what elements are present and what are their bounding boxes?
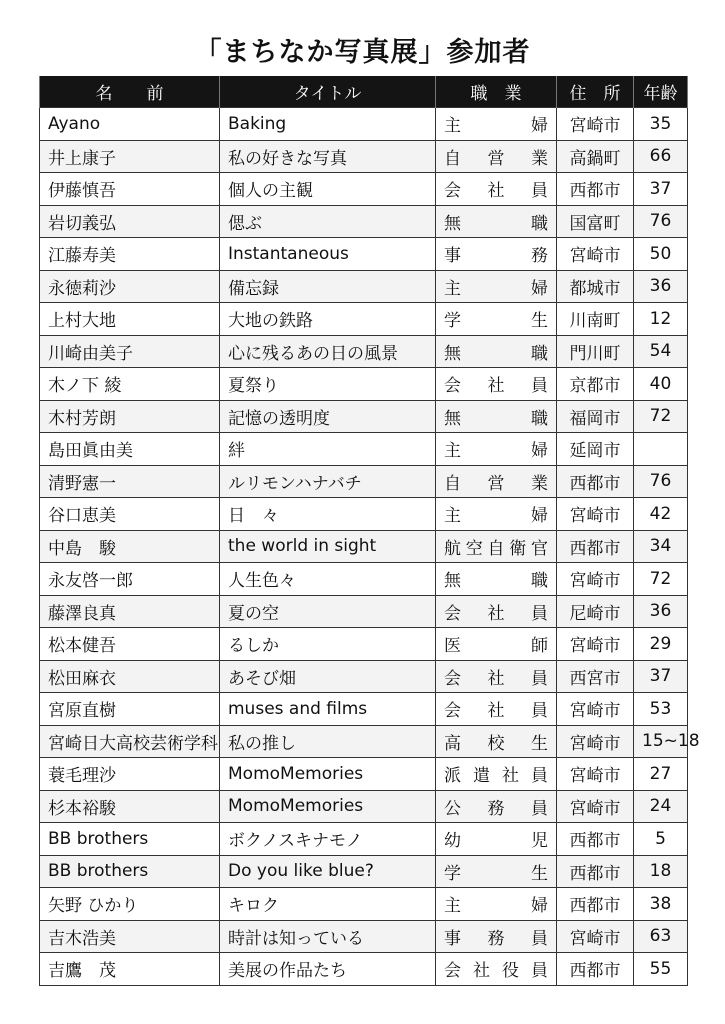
photo-title-cell: 大地の鉄路 (220, 303, 436, 336)
participant-name-cell: 蓑毛理沙 (40, 758, 220, 791)
occupation-cell: 主婦 (436, 108, 557, 141)
occupation-cell: 医師 (436, 628, 557, 661)
occupation-cell: 派遣社員 (436, 758, 557, 791)
address-cell: 西都市 (557, 173, 634, 206)
table-row (40, 238, 688, 271)
photo-title-cell: キロク (220, 888, 436, 921)
address-cell: 宮崎市 (557, 758, 634, 791)
table-row (40, 498, 688, 531)
participant-name-cell: 井上康子 (40, 140, 220, 173)
address-cell: 宮崎市 (557, 790, 634, 823)
age-cell: 63 (634, 920, 688, 953)
address-cell: 都城市 (557, 270, 634, 303)
table-row (40, 628, 688, 661)
participant-name-cell: 岩切義弘 (40, 205, 220, 238)
participant-name-cell: 杉本裕駿 (40, 790, 220, 823)
photo-title-cell: the world in sight (220, 530, 436, 563)
photo-title-cell: るしか (220, 628, 436, 661)
photo-title-cell: 美展の作品たち (220, 953, 436, 986)
photo-title-cell: Instantaneous (220, 238, 436, 271)
address-cell: 門川町 (557, 335, 634, 368)
age-cell: 18 (634, 855, 688, 888)
header-title: タイトル (220, 76, 436, 108)
age-cell: 40 (634, 368, 688, 401)
age-cell: 76 (634, 205, 688, 238)
photo-title-cell: 心に残るあの日の風景 (220, 335, 436, 368)
photo-title-cell: 夏の空 (220, 595, 436, 628)
table-row (40, 823, 688, 856)
table-row (40, 920, 688, 953)
header-age: 年齢 (634, 76, 688, 108)
photo-title-cell: 夏祭り (220, 368, 436, 401)
participant-name-cell: 永徳莉沙 (40, 270, 220, 303)
table-row (40, 888, 688, 921)
participant-name-cell: 宮崎日大高校芸術学科 (40, 725, 220, 758)
participant-name-cell: BB brothers (40, 823, 220, 856)
age-cell: 66 (634, 140, 688, 173)
table-row (40, 563, 688, 596)
age-cell: 27 (634, 758, 688, 791)
table-row (40, 790, 688, 823)
table-row (40, 400, 688, 433)
table-row (40, 530, 688, 563)
photo-title-cell: 私の推し (220, 725, 436, 758)
occupation-cell: 高校生 (436, 725, 557, 758)
address-cell: 宮崎市 (557, 693, 634, 726)
address-cell: 西都市 (557, 953, 634, 986)
photo-title-cell: MomoMemories (220, 790, 436, 823)
age-cell: 42 (634, 498, 688, 531)
participant-name-cell: 島田眞由美 (40, 433, 220, 466)
address-cell: 川南町 (557, 303, 634, 336)
photo-title-cell: ボクノスキナモノ (220, 823, 436, 856)
table-row (40, 725, 688, 758)
address-cell: 宮崎市 (557, 725, 634, 758)
photo-title-cell: 時計は知っている (220, 920, 436, 953)
participant-name-cell: 矢野 ひかり (40, 888, 220, 921)
table-row (40, 855, 688, 888)
participant-name-cell: 松田麻衣 (40, 660, 220, 693)
table-row (40, 660, 688, 693)
address-cell: 西都市 (557, 465, 634, 498)
participant-name-cell: 清野憲一 (40, 465, 220, 498)
participant-name-cell: Ayano (40, 108, 220, 141)
address-cell: 西都市 (557, 530, 634, 563)
participant-table (39, 76, 700, 986)
participant-name-cell: 吉鷹 茂 (40, 953, 220, 986)
age-cell: 5 (634, 823, 688, 856)
occupation-cell: 会社員 (436, 368, 557, 401)
occupation-cell: 無職 (436, 205, 557, 238)
age-cell: 24 (634, 790, 688, 823)
document-title: 「まちなか写真展」参加者 (194, 37, 531, 68)
table-row (40, 433, 688, 466)
photo-title-cell: ルリモンハナバチ (220, 465, 436, 498)
participant-name-cell: 川崎由美子 (40, 335, 220, 368)
age-cell: 15~18 (634, 725, 688, 758)
photo-title-cell: MomoMemories (220, 758, 436, 791)
address-cell: 福岡市 (557, 400, 634, 433)
participant-name-cell: 江藤寿美 (40, 238, 220, 271)
table-row (40, 205, 688, 238)
occupation-cell: 学生 (436, 855, 557, 888)
age-cell: 36 (634, 270, 688, 303)
age-cell: 72 (634, 400, 688, 433)
address-cell: 尼崎市 (557, 595, 634, 628)
age-cell: 36 (634, 595, 688, 628)
photo-title-cell: 備忘録 (220, 270, 436, 303)
photo-title-cell: 私の好きな写真 (220, 140, 436, 173)
occupation-cell: 主婦 (436, 433, 557, 466)
photo-title-cell: 偲ぶ (220, 205, 436, 238)
photo-title-cell: Do you like blue? (220, 855, 436, 888)
address-cell: 宮崎市 (557, 628, 634, 661)
photo-title-cell: 記憶の透明度 (220, 400, 436, 433)
participant-name-cell: 上村大地 (40, 303, 220, 336)
photo-title-cell: muses and films (220, 693, 436, 726)
occupation-cell: 航空自衛官 (436, 530, 557, 563)
table-row (40, 693, 688, 726)
photo-title-cell: 絆 (220, 433, 436, 466)
address-cell: 宮崎市 (557, 920, 634, 953)
photo-title-cell: 人生色々 (220, 563, 436, 596)
age-cell: 12 (634, 303, 688, 336)
address-cell: 西都市 (557, 888, 634, 921)
occupation-cell: 主婦 (436, 498, 557, 531)
address-cell: 高鍋町 (557, 140, 634, 173)
address-cell: 宮崎市 (557, 238, 634, 271)
age-cell: 29 (634, 628, 688, 661)
occupation-cell: 幼児 (436, 823, 557, 856)
occupation-cell: 無職 (436, 400, 557, 433)
age-cell: 50 (634, 238, 688, 271)
participant-name-cell: BB brothers (40, 855, 220, 888)
occupation-cell: 会社員 (436, 693, 557, 726)
occupation-cell: 公務員 (436, 790, 557, 823)
table-row (40, 173, 688, 206)
occupation-cell: 主婦 (436, 888, 557, 921)
age-cell: 76 (634, 465, 688, 498)
occupation-cell: 自営業 (436, 140, 557, 173)
address-cell: 延岡市 (557, 433, 634, 466)
age-cell: 37 (634, 660, 688, 693)
address-cell: 宮崎市 (557, 563, 634, 596)
participant-name-cell: 谷口恵美 (40, 498, 220, 531)
age-cell: 38 (634, 888, 688, 921)
participant-name-cell: 伊藤慎吾 (40, 173, 220, 206)
occupation-cell: 会社員 (436, 595, 557, 628)
table-header-row (40, 76, 688, 108)
age-cell (634, 433, 688, 466)
participant-name-cell: 藤澤良真 (40, 595, 220, 628)
photo-title-cell: 個人の主観 (220, 173, 436, 206)
age-cell: 53 (634, 693, 688, 726)
table-row (40, 595, 688, 628)
participant-name-cell: 松本健吾 (40, 628, 220, 661)
age-cell: 72 (634, 563, 688, 596)
age-cell: 54 (634, 335, 688, 368)
table-row (40, 465, 688, 498)
participant-name-cell: 木村芳朗 (40, 400, 220, 433)
occupation-cell: 会社役員 (436, 953, 557, 986)
occupation-cell: 学生 (436, 303, 557, 336)
table-row (40, 140, 688, 173)
table-row (40, 335, 688, 368)
table-row (40, 758, 688, 791)
address-cell: 宮崎市 (557, 108, 634, 141)
table-row (40, 303, 688, 336)
age-cell: 37 (634, 173, 688, 206)
occupation-cell: 会社員 (436, 173, 557, 206)
address-cell: 西宮市 (557, 660, 634, 693)
occupation-cell: 事務員 (436, 920, 557, 953)
participant-name-cell: 宮原直樹 (40, 693, 220, 726)
address-cell: 宮崎市 (557, 498, 634, 531)
address-cell: 西都市 (557, 823, 634, 856)
table-row (40, 953, 688, 986)
table-row (40, 270, 688, 303)
age-cell: 35 (634, 108, 688, 141)
address-cell: 京都市 (557, 368, 634, 401)
occupation-cell: 会社員 (436, 660, 557, 693)
participant-name-cell: 吉木浩美 (40, 920, 220, 953)
header-name: 名 前 (40, 76, 220, 108)
occupation-cell: 自営業 (436, 465, 557, 498)
age-cell: 55 (634, 953, 688, 986)
photo-title-cell: 日 々 (220, 498, 436, 531)
participant-name-cell: 永友啓一郎 (40, 563, 220, 596)
header-occupation: 職 業 (436, 76, 557, 108)
occupation-cell: 主婦 (436, 270, 557, 303)
participant-name-cell: 木ノ下 綾 (40, 368, 220, 401)
header-address: 住 所 (557, 76, 634, 108)
occupation-cell: 無職 (436, 335, 557, 368)
age-cell: 34 (634, 530, 688, 563)
address-cell: 国富町 (557, 205, 634, 238)
table-row (40, 108, 688, 141)
photo-title-cell: Baking (220, 108, 436, 141)
occupation-cell: 無職 (436, 563, 557, 596)
table-row (40, 368, 688, 401)
occupation-cell: 事務 (436, 238, 557, 271)
address-cell: 西都市 (557, 855, 634, 888)
photo-title-cell: あそび畑 (220, 660, 436, 693)
participant-name-cell: 中島 駿 (40, 530, 220, 563)
